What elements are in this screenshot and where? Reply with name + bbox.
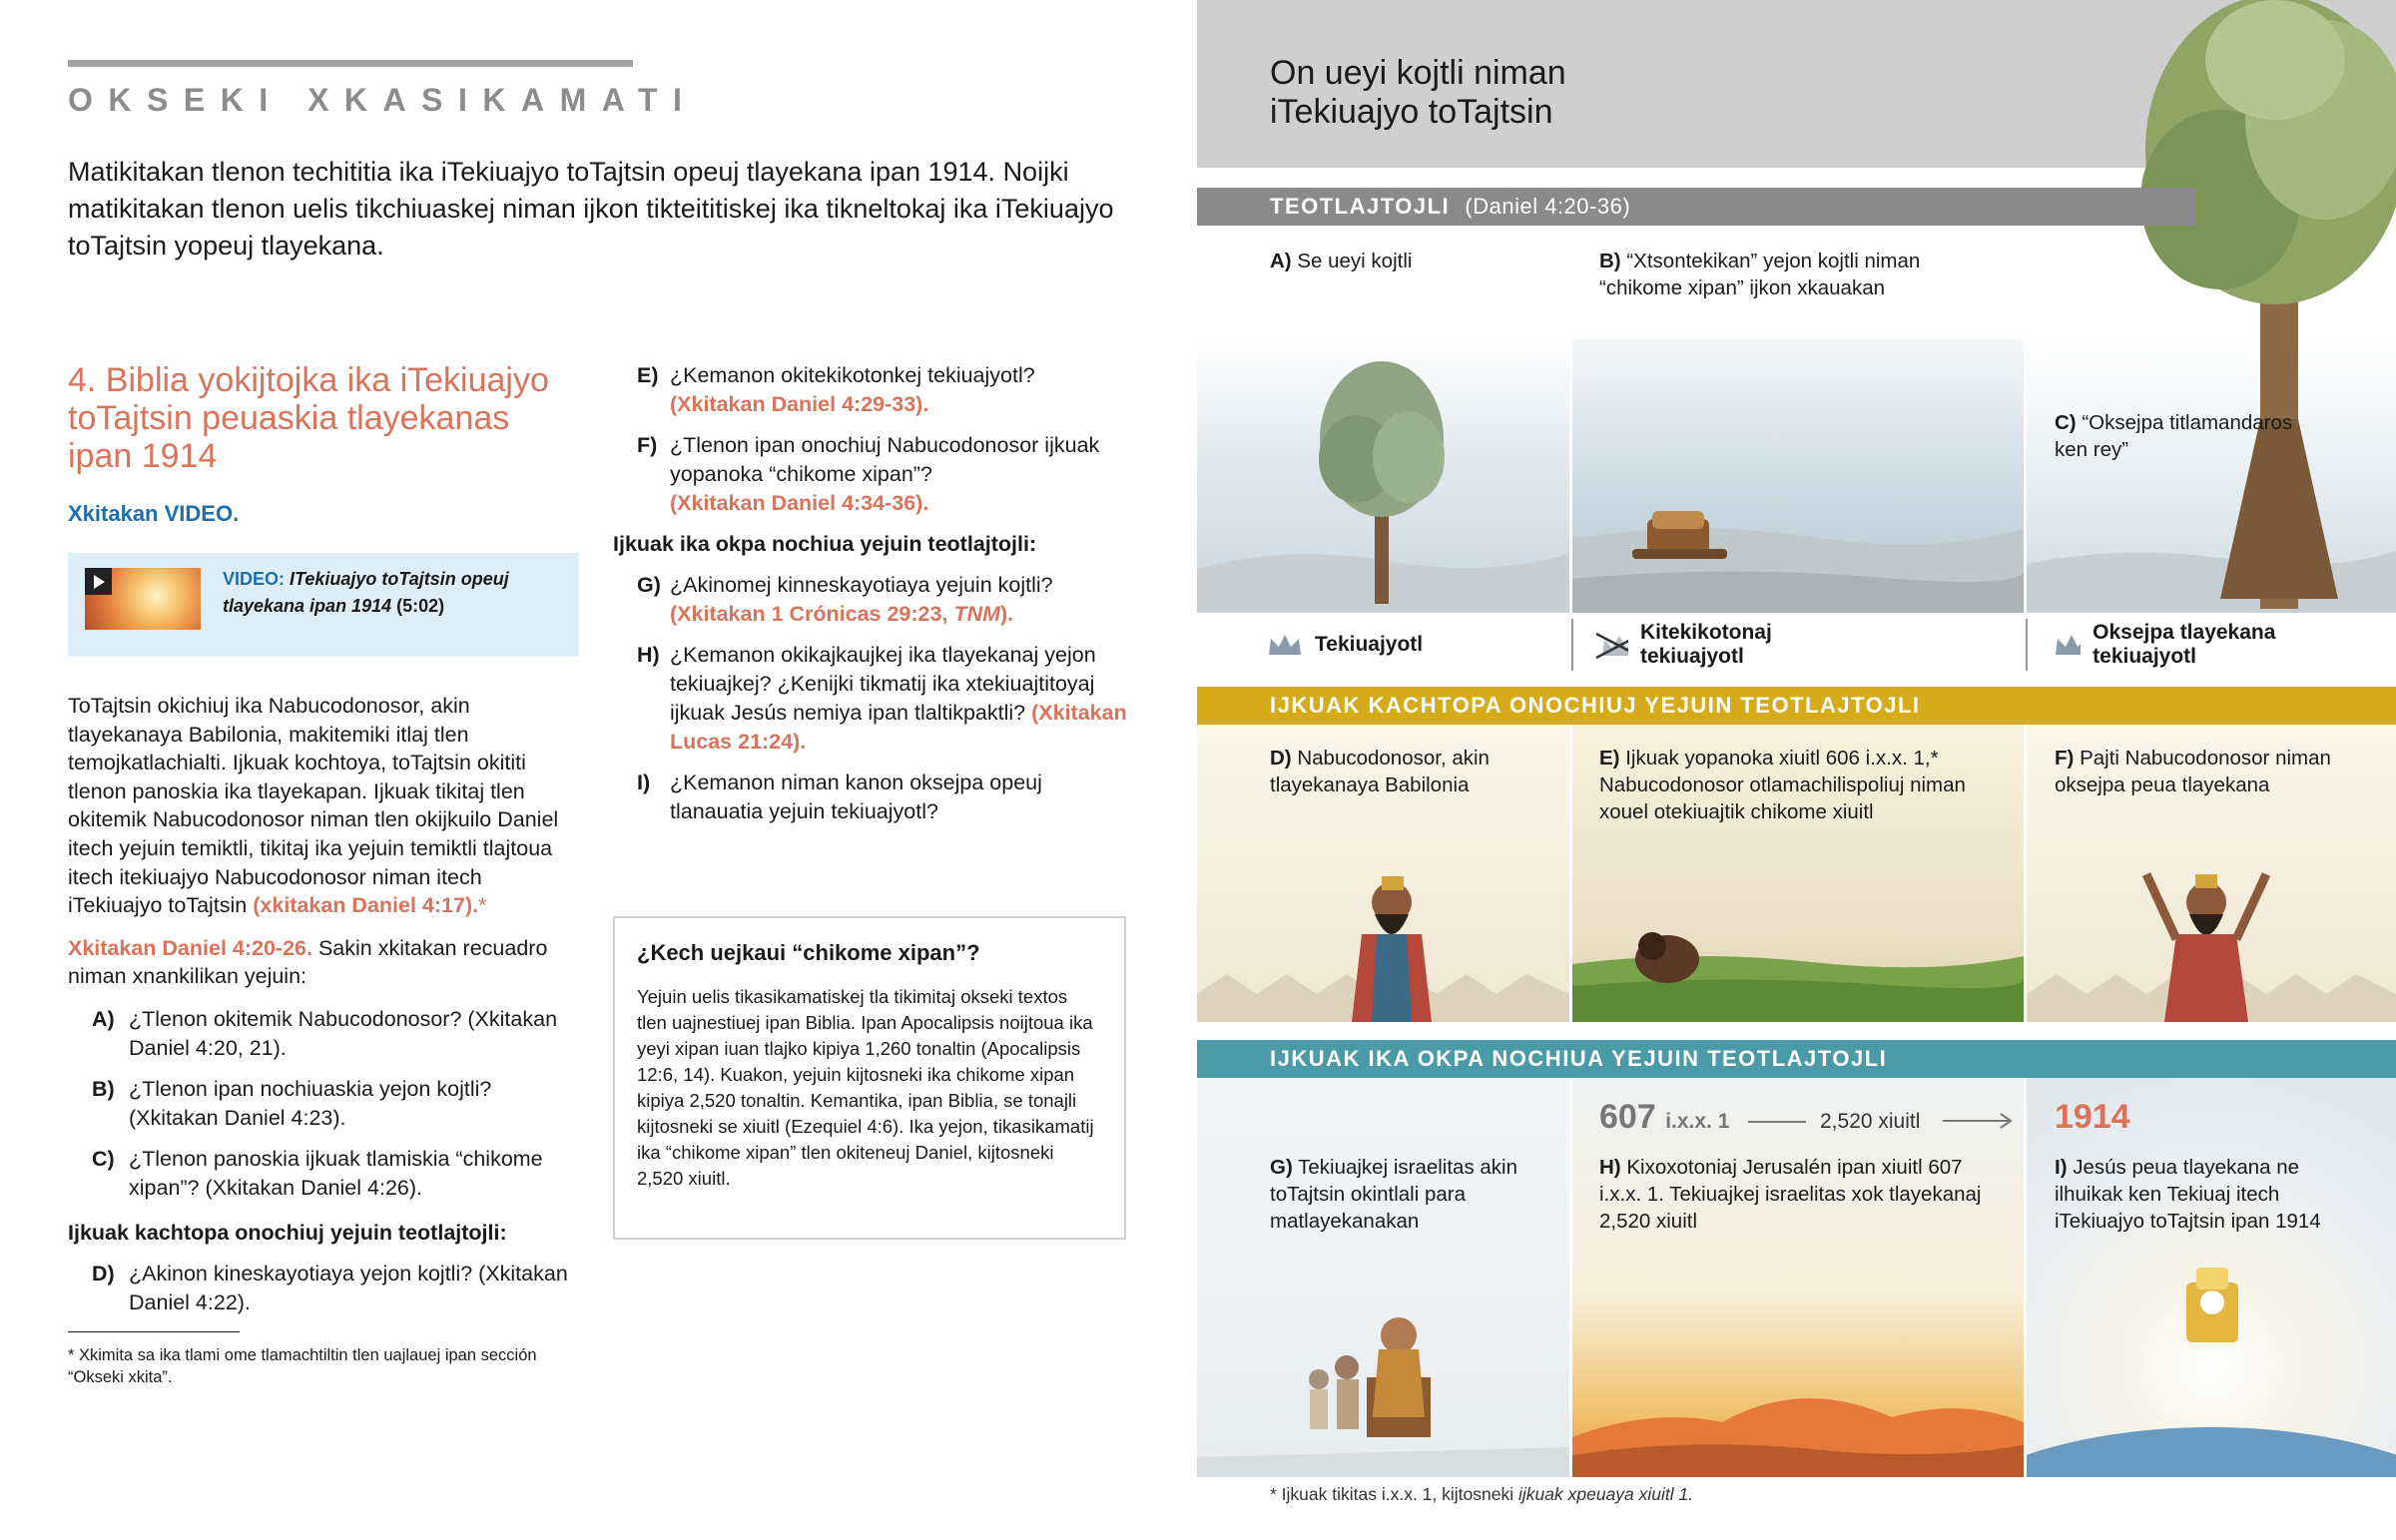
question-i	[613, 769, 1132, 826]
scripture-ref[interactable]	[670, 602, 1013, 626]
timeline-line	[1748, 1120, 1806, 1124]
large-tree-illustration	[2110, 0, 2396, 613]
legend-label: Oksejpa tlayekana tekiuajyotl	[2093, 621, 2276, 668]
info-box-title: ¿Kech uejkaui “chikome xipan”?	[637, 940, 980, 965]
legend-divider	[1571, 619, 1573, 671]
question-b	[68, 1075, 579, 1133]
band-prophecy-label	[1270, 194, 1630, 220]
band-second-fulfillment	[1197, 1040, 2396, 1078]
caption-text: Jesús peua tlayekana ne ilhuikak ken Tekiuaj itech iTekiuajyo toTajtsin ipan 1914	[2055, 1156, 2321, 1233]
tree-illustration	[1197, 339, 1569, 613]
caption-letter: C)	[2055, 411, 2077, 434]
question-e	[613, 361, 1132, 419]
crown-icon	[2054, 633, 2081, 657]
section-title: 4. Biblia yokijtojka ika iTekiuajyo toTajtsin peuaskia tlayekanas ipan 1914	[68, 361, 549, 475]
jerusalem-fire-illustration	[1572, 1078, 2024, 1477]
paragraph-2-ref[interactable]: Xkitakan Daniel 4:20-26.	[68, 935, 312, 960]
question-text: ¿Tlenon ipan nochiuaskia yejon kojtli? (Xkitakan Daniel 4:23).	[129, 1076, 492, 1130]
chart-footnote	[1270, 1484, 1693, 1505]
caption-text: Kixoxotoniaj Jerusalén ipan xiuitl 607 i.x.x. 1. Tekiuajkej israelitas xok tlayekanaj 2,520 xiuitl	[1599, 1156, 1982, 1233]
chart-footnote-text: * Ijkuak tikitas i.x.x. 1, kijtosneki	[1270, 1484, 1514, 1504]
paragraph-1-ref[interactable]: (xkitakan Daniel 4:17).	[253, 893, 479, 918]
caption-letter: E)	[1599, 747, 1620, 770]
video-thumbnail[interactable]	[85, 568, 201, 630]
scripture-ref-version: TNM	[953, 602, 1001, 626]
scripture-ref-end: ).	[1000, 602, 1014, 626]
footnote-rule	[68, 1331, 240, 1332]
legend-divider	[2026, 619, 2028, 671]
right-page	[1197, 0, 2396, 1540]
caption-text: Se ueyi kojtli	[1297, 250, 1413, 272]
caption-e	[1599, 745, 2009, 825]
year-1914: 1914	[2055, 1098, 2130, 1136]
info-box-text: Yejuin uelis tikasikamatiskej tla tikimitaj okseki textos tlen uajnestiuej ipan Biblia. Ipan Apocalipsis noijtoua ika yeyi xipan iuan tlajko kipiya 1,260 tonaltin (Apocalipsis 12:6, 14). Kuakon, yejuin kijtosneki ika chikome xipan kipiya 2,520 tonaltin. Kemantika, ipan Biblia, se tonajli kijtosneki se xiuitl (Ezequiel 4:6). Ika yejon, tikasikamatij ika “chikome xipan” tlen okiteneuj Daniel, kijtosneki 2,520 xiuitl.	[637, 986, 1094, 1189]
arrow-right-icon	[1943, 1111, 2015, 1131]
legend-kingship-cut	[1594, 613, 1804, 677]
caption-g	[1270, 1154, 1549, 1235]
left-column	[68, 361, 579, 1388]
scene-jerusalem-destroyed	[1572, 1078, 2024, 1477]
year-607	[1599, 1098, 1729, 1137]
play-icon[interactable]	[85, 568, 112, 595]
question-letter: E)	[637, 363, 659, 387]
top-rule	[68, 60, 633, 67]
question-list-abc	[68, 1005, 579, 1203]
scripture-ref[interactable]: (Xkitakan Daniel 4:29-33).	[670, 392, 929, 416]
chart-title	[1270, 54, 1566, 132]
question-text: ¿Tlenon ipan onochiuj Nabucodonosor ijkuak yopanoka “chikome xipan”?	[670, 433, 1100, 486]
left-page	[0, 0, 1178, 1540]
caption-text: “Oksejpa titlamandaros ken rey”	[2055, 411, 2293, 461]
question-c	[68, 1145, 579, 1203]
question-g	[613, 571, 1132, 629]
caption-letter: B)	[1599, 250, 1621, 272]
caption-c	[2055, 409, 2294, 463]
paragraph-1	[68, 692, 579, 920]
band-title: IJKUAK KACHTOPA ONOCHIUJ YEJUIN TEOTLAJTOJLI	[1270, 693, 1921, 718]
video-caption	[223, 566, 562, 620]
question-letter: I)	[637, 770, 651, 794]
timeline-span: 2,520 xiuitl	[1820, 1110, 1921, 1133]
paragraph-2	[68, 934, 579, 991]
question-letter: C)	[92, 1146, 115, 1171]
question-letter: F)	[637, 433, 658, 457]
question-letter: G)	[637, 573, 661, 597]
question-text: ¿Akinomej kinneskayotiaya yejuin kojtli?	[670, 573, 1053, 597]
band-title: TEOTLAJTOJLI	[1270, 194, 1451, 219]
question-d	[68, 1260, 579, 1317]
question-letter: B)	[92, 1076, 115, 1101]
israel-kings-illustration	[1197, 1078, 1569, 1477]
question-text: ¿Kemanon okitekikotonkej tekiuajyotl?	[670, 363, 1035, 387]
scripture-ref[interactable]: (Xkitakan Lucas 21:24).	[670, 701, 1127, 754]
caption-b	[1599, 248, 1979, 301]
question-h	[613, 641, 1132, 757]
year-value: 607	[1599, 1098, 1656, 1136]
caption-letter: A)	[1270, 250, 1292, 272]
question-list-d	[68, 1260, 579, 1317]
question-f	[613, 431, 1132, 518]
question-letter: A)	[92, 1006, 115, 1031]
question-a	[68, 1005, 579, 1063]
subhead-second-fulfillment: Ijkuak ika okpa nochiua yejuin teotlajtojli:	[613, 532, 1037, 556]
caption-text: Ijkuak yopanoka xiuitl 606 i.x.x. 1,* Nabucodonosor otlamachilispoliuj niman xouel otekiuajtik chikome xiuitl	[1599, 747, 1966, 823]
caption-letter: D)	[1270, 747, 1292, 770]
question-text: ¿Tlenon panoskia ijkuak tlamiskia “chikome xipan”? (Xkitakan Daniel 4:26).	[129, 1146, 543, 1200]
caption-letter: F)	[2055, 747, 2075, 770]
scene-stump	[1572, 339, 2024, 613]
video-label: VIDEO:	[223, 569, 286, 589]
question-letter: D)	[92, 1261, 115, 1285]
band-title: IJKUAK IKA OKPA NOCHIUA YEJUIN TEOTLAJTOJLI	[1270, 1046, 1888, 1071]
caption-i	[2055, 1154, 2354, 1235]
chart-title-line-1: On ueyi kojtli niman	[1270, 54, 1566, 92]
caption-letter: H)	[1599, 1156, 1621, 1179]
video-title: ITekiuajyo toTajtsin opeuj tlayekana ipan 1914	[223, 569, 509, 616]
stump-illustration	[1572, 339, 2024, 613]
caption-text: Tekiuajkej israelitas akin toTajtsin okintlali para matlayekanakan	[1270, 1156, 1518, 1233]
section-heading: OKSEKI XKASIKAMATI	[68, 82, 698, 118]
subhead-first-fulfillment: Ijkuak kachtopa onochiuj yejuin teotlajtojli:	[68, 1220, 507, 1245]
band-first-fulfillment	[1197, 687, 2396, 725]
scripture-ref-text: (Xkitakan 1 Crónicas 29:23,	[670, 602, 948, 626]
paragraph-1-text: ToTajtsin okichiuj ika Nabucodonosor, akin tlayekanaya Babilonia, makitemiki itlaj tlen temojkatlachialti. Ijkuak kochtoya, toTajtsin okititi tlenon panoskia ika tlayekapan. Ijkuak tikitaj tlen okitemik Nabucodonosor niman tlen okijkuilo Daniel itech yejuin temiktli, tikitaj ika yejuin temiktli tlajtoua itech itekiuajyo Nabucodonosor niman itech iTekiuajyo toTajtsin	[68, 694, 559, 918]
info-box	[613, 916, 1126, 1240]
crossed-crown-icon	[1594, 630, 1628, 660]
scripture-ref[interactable]: (Xkitakan Daniel 4:34-36).	[670, 491, 929, 515]
band-prophecy	[1197, 188, 2196, 226]
footnote: * Xkimita sa ika tlami ome tlamachtiltin tlen uajlauej ipan sección “Okseki xkita”.	[68, 1345, 537, 1386]
chart-title-line-2: iTekiuajyo toTajtsin	[1270, 93, 1553, 131]
crown-icon	[1267, 633, 1303, 657]
caption-h	[1599, 1154, 2009, 1235]
caption-letter: G)	[1270, 1156, 1293, 1179]
video-box[interactable]	[68, 553, 579, 657]
paragraph-2-text: Sakin xkitakan recuadro niman xnankilikan yejuin:	[68, 935, 548, 989]
question-text: ¿Kemanon niman kanon oksejpa opeuj tlanauatia yejuin tekiuajyotl?	[670, 770, 1042, 823]
caption-text: Pajti Nabucodonosor niman oksejpa peua tlayekana	[2055, 747, 2331, 796]
question-text: ¿Akinon kineskayotiaya yejon kojtli? (Xkitakan Daniel 4:22).	[129, 1261, 568, 1314]
legend-label: Kitekikotonaj tekiuajyotl	[1639, 621, 1772, 668]
caption-d	[1270, 745, 1539, 798]
footnote-mark: *	[478, 893, 487, 918]
year-era: i.x.x. 1	[1665, 1110, 1730, 1133]
scene-tree	[1197, 339, 1569, 613]
caption-letter: I)	[2055, 1156, 2068, 1179]
scene-heavenly-kingdom	[2027, 1078, 2396, 1477]
intro-paragraph: Matikitakan tlenon techititia ika iTekiuajyo toTajtsin opeuj tlayekana ipan 1914. Noijki matikitakan tlenon uelis tikchiuaskej niman ijkon tikteititiskej ika tikneltokaj ika iTekiuajyo toTajtsin yopeuj tlayekana.	[68, 157, 1114, 260]
caption-text: Nabucodonosor, akin tlayekanaya Babilonia	[1270, 747, 1490, 796]
caption-text: “Xtsontekikan” yejon kojtli niman “chikome xipan” ijkon xkauakan	[1599, 250, 1921, 299]
chart-footnote-italic: ijkuak xpeuaya xiuitl 1.	[1518, 1484, 1694, 1504]
caption-f	[2055, 745, 2344, 798]
video-link[interactable]: Xkitakan VIDEO.	[68, 501, 240, 526]
middle-column	[613, 361, 1132, 838]
video-duration: (5:02)	[396, 596, 445, 616]
scene-israel-kings	[1197, 1078, 1569, 1477]
legend-label: Tekiuajyotl	[1315, 633, 1424, 656]
question-text: ¿Kemanon okikajkaujkej ika tlayekanaj yejon tekiuajkej? ¿Kenijki tikmatij ika xtekiuajtitoyaj ijkuak Jesús nemiya ipan tlaltikpaktli?	[670, 643, 1096, 725]
legend-kingship	[1267, 613, 1423, 677]
caption-a	[1270, 248, 1529, 274]
band-subtitle: (Daniel 4:20-36)	[1465, 194, 1631, 219]
heavenly-throne-illustration	[2027, 1078, 2396, 1477]
legend-kingship-restored	[2054, 613, 2313, 677]
question-text: ¿Tlenon okitemik Nabucodonosor? (Xkitakan Daniel 4:20, 21).	[129, 1006, 558, 1060]
question-letter: H)	[637, 643, 660, 667]
